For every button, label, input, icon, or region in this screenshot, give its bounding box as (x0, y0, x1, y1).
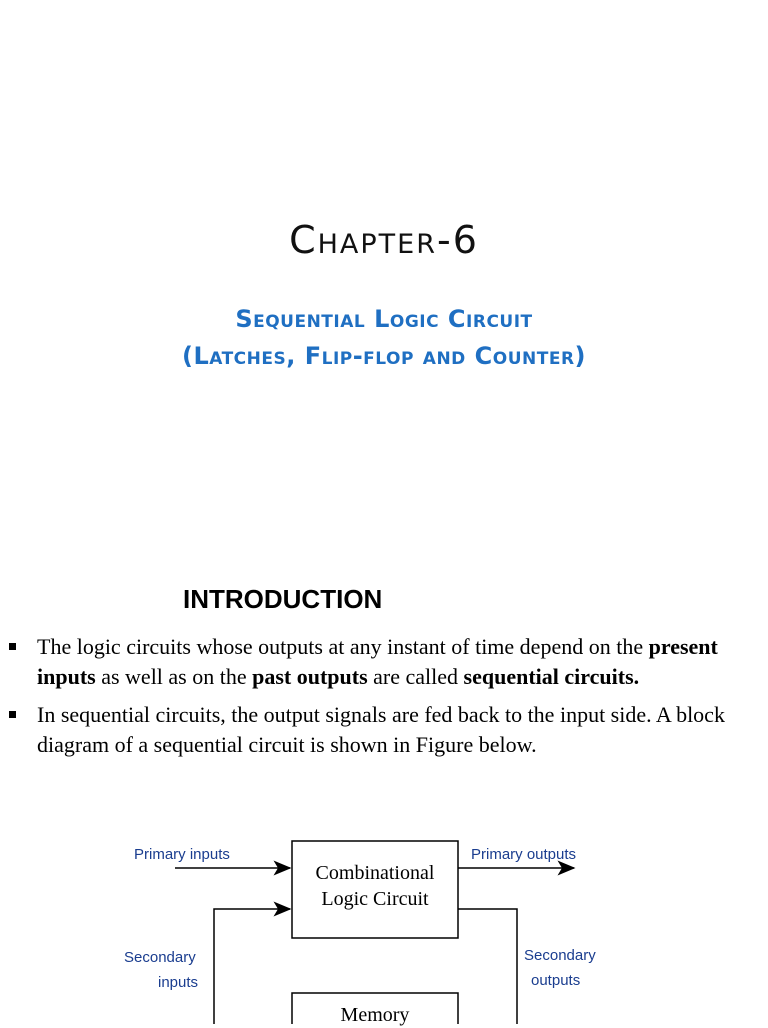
bullet-list (0, 632, 768, 768)
secondary-input-path (214, 909, 290, 1024)
bullet-square-icon (9, 643, 16, 650)
bullet-square-icon (9, 711, 16, 718)
combinational-label-2: Logic Circuit (321, 888, 429, 910)
primary-outputs-label: Primary outputs (471, 846, 577, 863)
secondary-outputs-label-1: Secondary (524, 947, 596, 964)
secondary-inputs-label-1: Secondary (124, 949, 196, 966)
sequential-circuit-diagram (0, 830, 768, 1024)
bullet1-bold-past-outputs: past outputs (252, 664, 368, 689)
bullet-item-2 (0, 700, 768, 760)
secondary-outputs-label-2: outputs (531, 972, 581, 989)
subtitle-line-2: (Latches, Flip-flop and Counter) (181, 342, 587, 370)
secondary-inputs-label-2: inputs (158, 974, 199, 991)
chapter-title: Chapter-6 (289, 218, 479, 262)
memory-label: Memory (340, 1004, 410, 1026)
combinational-label-1: Combinational (315, 862, 435, 884)
bullet1-text-2: as well as on the (95, 664, 253, 689)
introduction-heading: INTRODUCTION (183, 584, 383, 614)
bullet1-text-1: The logic circuits whose outputs at any instant of time depend on the (37, 634, 649, 659)
bullet1-bold-sequential-circuits: sequential circuits. (463, 664, 640, 689)
bullet1-text-3: are called (367, 664, 464, 689)
bullet1-bold-present-inputs: present inputs (37, 634, 718, 689)
bullet-item-1 (0, 632, 768, 692)
bullet2-text: In sequential circuits, the output signals are fed back to the input side. A block diagram of a sequential circuit is shown in Figure below. (37, 702, 725, 757)
secondary-output-path (458, 909, 517, 1024)
subtitle-line-1: Sequential Logic Circuit (235, 305, 533, 333)
primary-inputs-label: Primary inputs (134, 846, 230, 863)
